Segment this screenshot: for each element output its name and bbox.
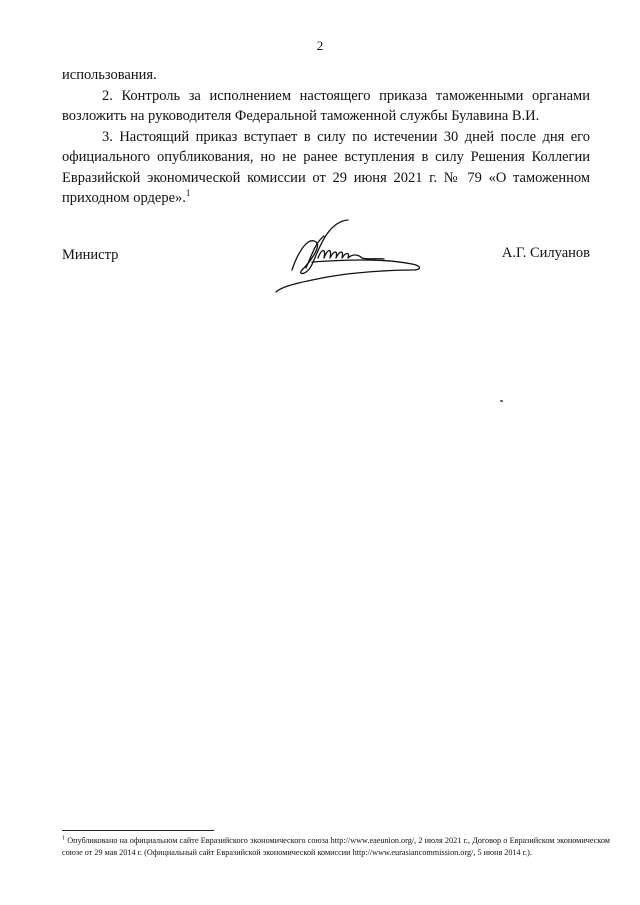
scan-speck xyxy=(500,400,503,402)
paragraph-continuation: использования. xyxy=(62,67,157,83)
footnote-text: Опубликовано на официальном сайте Евразийского экономического союза http://www.eaeunion.org/, 2 июля 2021 г., Договор о Евразийском экономическом союзе от 29 мая 2014 г. (Официальный сайт Евразийской экономической комиссии http://www.eurasiancommission.org/, 5 июня 2014 г.). xyxy=(62,836,610,857)
handwritten-signature xyxy=(272,212,432,302)
paragraph-3 xyxy=(62,127,590,209)
footnote xyxy=(62,835,610,858)
paragraph-2: 2. Контроль за исполнением настоящего приказа таможенными органами возложить на руководителя Федеральной таможенной службы Булавина В.И. xyxy=(62,87,590,124)
footnote-divider xyxy=(62,830,214,831)
signatory-title: Министр xyxy=(62,247,119,263)
paragraph-3-text: 3. Настоящий приказ вступает в силу по истечении 30 дней после дня его официального опубликования, но не ранее вступления в силу Решения Коллегии Евразийской экономической комиссии от 29 июня 2021 г. № 79 «О таможенном приходном ордере». xyxy=(62,128,590,206)
footnote-marker: 1 xyxy=(62,835,65,842)
signatory-name: А.Г. Силуанов xyxy=(501,245,590,261)
footnote-reference: 1 xyxy=(185,188,191,199)
document-body xyxy=(62,65,590,209)
page-number: 2 xyxy=(316,38,324,53)
